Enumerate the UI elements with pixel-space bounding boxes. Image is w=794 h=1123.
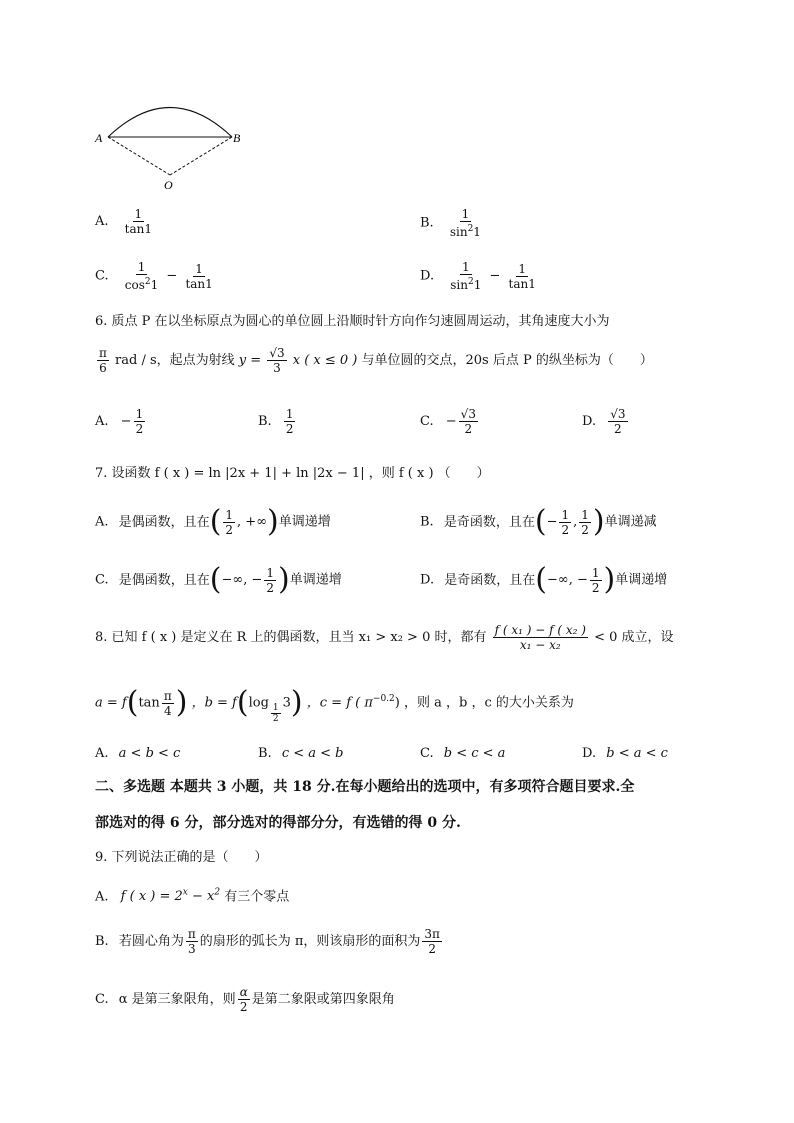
fraction: $\frac{\pi}{3}$ xyxy=(187,927,196,956)
fraction: $\frac{1}{\tan 1}$ xyxy=(124,207,153,236)
fraction: $\frac{1}{2}$ xyxy=(285,407,294,436)
q8-option-b[interactable]: B. c < a < b xyxy=(258,746,344,761)
fraction: $\frac{1}{2}$ xyxy=(266,565,275,595)
fraction: $\frac{1}{2}$ xyxy=(272,703,279,725)
q8-option-a[interactable]: A. a < b < c xyxy=(95,746,181,761)
fraction: $\frac{√3}{2}$ xyxy=(460,407,476,436)
option-label: D. xyxy=(582,746,597,761)
q6-stem-line1: 6. 质点 P 在以坐标原点为圆心的单位圆上沿顺时针方向作匀速圆周运动，其角速度大小为 xyxy=(95,314,610,329)
q6-stem-line2: $\frac{\pi}{6}$ rad / s，起点为射线 y = $\frac{√3}{3}$ x ( x ≤ 0 ) 与单位圆的交点，20s 后点 P 的纵坐标为（ ） xyxy=(99,346,653,375)
q8-stem-line1: 8. 已知 f ( x ) 是定义在 R 上的偶函数，且当 x₁ > x₂ > 0 时，都有 $\frac{\text{f ( x₁ ) − f ( x₂ )}}{\text{x₁ − x₂}}$ < 0 成立，设 xyxy=(95,623,674,652)
fraction: $\frac{\pi}{6}$ xyxy=(99,346,107,375)
q6-option-d[interactable] xyxy=(582,407,630,436)
q9-option-c[interactable]: C. α 是第三象限角，则 $\frac{\alpha}{2}$ 是第二象限或第四象限角 xyxy=(95,985,395,1014)
fraction: $\frac{3\pi}{2}$ xyxy=(424,927,440,956)
q6-option-b[interactable] xyxy=(258,407,297,436)
q7-stem: 7. 设函数 f ( x ) = ln |2x + 1| + ln |2x − 1| ，则 f ( x ) （ ） xyxy=(95,466,490,481)
option-label: C. xyxy=(420,414,434,429)
fraction: $\frac{√3}{3}$ xyxy=(269,346,285,375)
section2-line1: 二、多选题 本题共 3 小题，共 18 分.在每小题给出的选项中，有多项符合题目要求.全 xyxy=(95,779,635,795)
fraction: $\frac{1}{\cos^21}$ xyxy=(124,260,159,292)
q8-option-c[interactable]: C. b < c < a xyxy=(420,746,506,761)
radius-oa xyxy=(108,137,170,175)
fraction: $\frac{\alpha}{2}$ xyxy=(239,985,248,1014)
q9-option-b[interactable]: B. 若圆心角为 $\frac{\pi}{3}$ 的扇形的弧长为 π，则该扇形的面积为 $\frac{3\pi}{2}$ xyxy=(95,927,440,956)
label-b: B xyxy=(233,131,241,145)
fraction: $\frac{\text{f ( x₁ ) − f ( x₂ )}}{\text{x₁ − x₂}}$ xyxy=(494,623,586,652)
q7-option-c[interactable]: C. 是偶函数，且在(−∞, − $\frac{1}{2}$ )单调递增 xyxy=(95,562,342,597)
fraction: $\frac{√3}{2}$ xyxy=(610,407,626,436)
fraction: $\frac{1}{\sin^21}$ xyxy=(450,260,482,292)
arc-ab xyxy=(108,108,232,138)
fraction: $\frac{1}{\sin^21}$ xyxy=(449,207,481,239)
option-label: C. xyxy=(95,572,109,588)
fraction: $\frac{1}{2}$ xyxy=(581,507,589,537)
option-label: A. xyxy=(95,414,109,429)
q5-option-d[interactable]: D. $\frac{1}{\sin^21}$ − $\frac{1}{\tan 1}$ xyxy=(420,260,536,292)
option-label: C. xyxy=(95,268,109,284)
fraction: $\frac{\pi}{4}$ xyxy=(163,688,172,718)
q5-option-a[interactable] xyxy=(95,207,156,236)
q9-option-a[interactable]: A. f ( x ) = $2^x - x^2$ 有三个零点 xyxy=(95,888,290,905)
label-o: O xyxy=(164,178,173,192)
option-label: C. xyxy=(420,746,434,761)
radius-ob xyxy=(170,137,232,175)
q7-option-b[interactable]: B. 是奇函数，且在(− $\frac{1}{2}$ , $\frac{1}{2}$ )单调递减 xyxy=(420,504,657,539)
fraction: $\frac{1}{2}$ xyxy=(591,565,600,595)
option-label: A. xyxy=(95,214,109,229)
fraction: $\frac{1}{\tan 1}$ xyxy=(508,261,536,291)
fraction: $\frac{1}{\tan 1}$ xyxy=(185,261,213,291)
option-label: B. xyxy=(420,514,434,530)
fraction: $\frac{1}{2}$ xyxy=(135,407,144,436)
sector-figure xyxy=(90,100,250,195)
option-label: A. xyxy=(95,746,109,761)
option-label: C. xyxy=(95,992,109,1007)
q5-option-b[interactable] xyxy=(420,207,485,239)
option-label: A. xyxy=(95,514,109,530)
q8-option-d[interactable]: D. b < a < c xyxy=(582,746,668,761)
q8-stem-line2: a = f(tan $\frac{\pi}{4}$ ) ，b = f(log $\frac{1}{2}$ 3) ，c = f ( $\pi^{-0.2}$) ，则 a ，b ，c 的大小关系为 xyxy=(95,685,574,725)
option-label: B. xyxy=(95,934,109,949)
q6-option-c[interactable]: C. − $\frac{√3}{2}$ xyxy=(420,407,476,436)
q9-stem: 9. 下列说法正确的是（ ） xyxy=(95,850,268,865)
q7-option-a[interactable]: A. 是偶函数，且在( $\frac{1}{2}$ , +∞)单调递增 xyxy=(95,504,331,539)
option-label: D. xyxy=(420,268,435,284)
option-label: D. xyxy=(420,572,435,588)
option-label: B. xyxy=(420,215,434,231)
section2-line2: 部选对的得 6 分，部分选对的得部分分，有选错的得 0 分. xyxy=(95,815,461,831)
q6-option-a[interactable]: A. − $\frac{1}{2}$ xyxy=(95,407,144,436)
fraction: $\frac{1}{2}$ xyxy=(561,507,570,537)
q7-option-d[interactable]: D. 是奇函数，且在(−∞, − $\frac{1}{2}$ )单调递增 xyxy=(420,562,668,597)
option-label: B. xyxy=(258,414,272,429)
q5-option-c[interactable]: C. $\frac{1}{\cos^21}$ − $\frac{1}{\tan 1}$ xyxy=(95,260,213,292)
label-a: A xyxy=(95,131,103,145)
option-label: A. xyxy=(95,889,109,905)
option-label: D. xyxy=(582,414,597,429)
option-label: B. xyxy=(258,746,272,761)
fraction: $\frac{1}{2}$ xyxy=(225,507,234,537)
